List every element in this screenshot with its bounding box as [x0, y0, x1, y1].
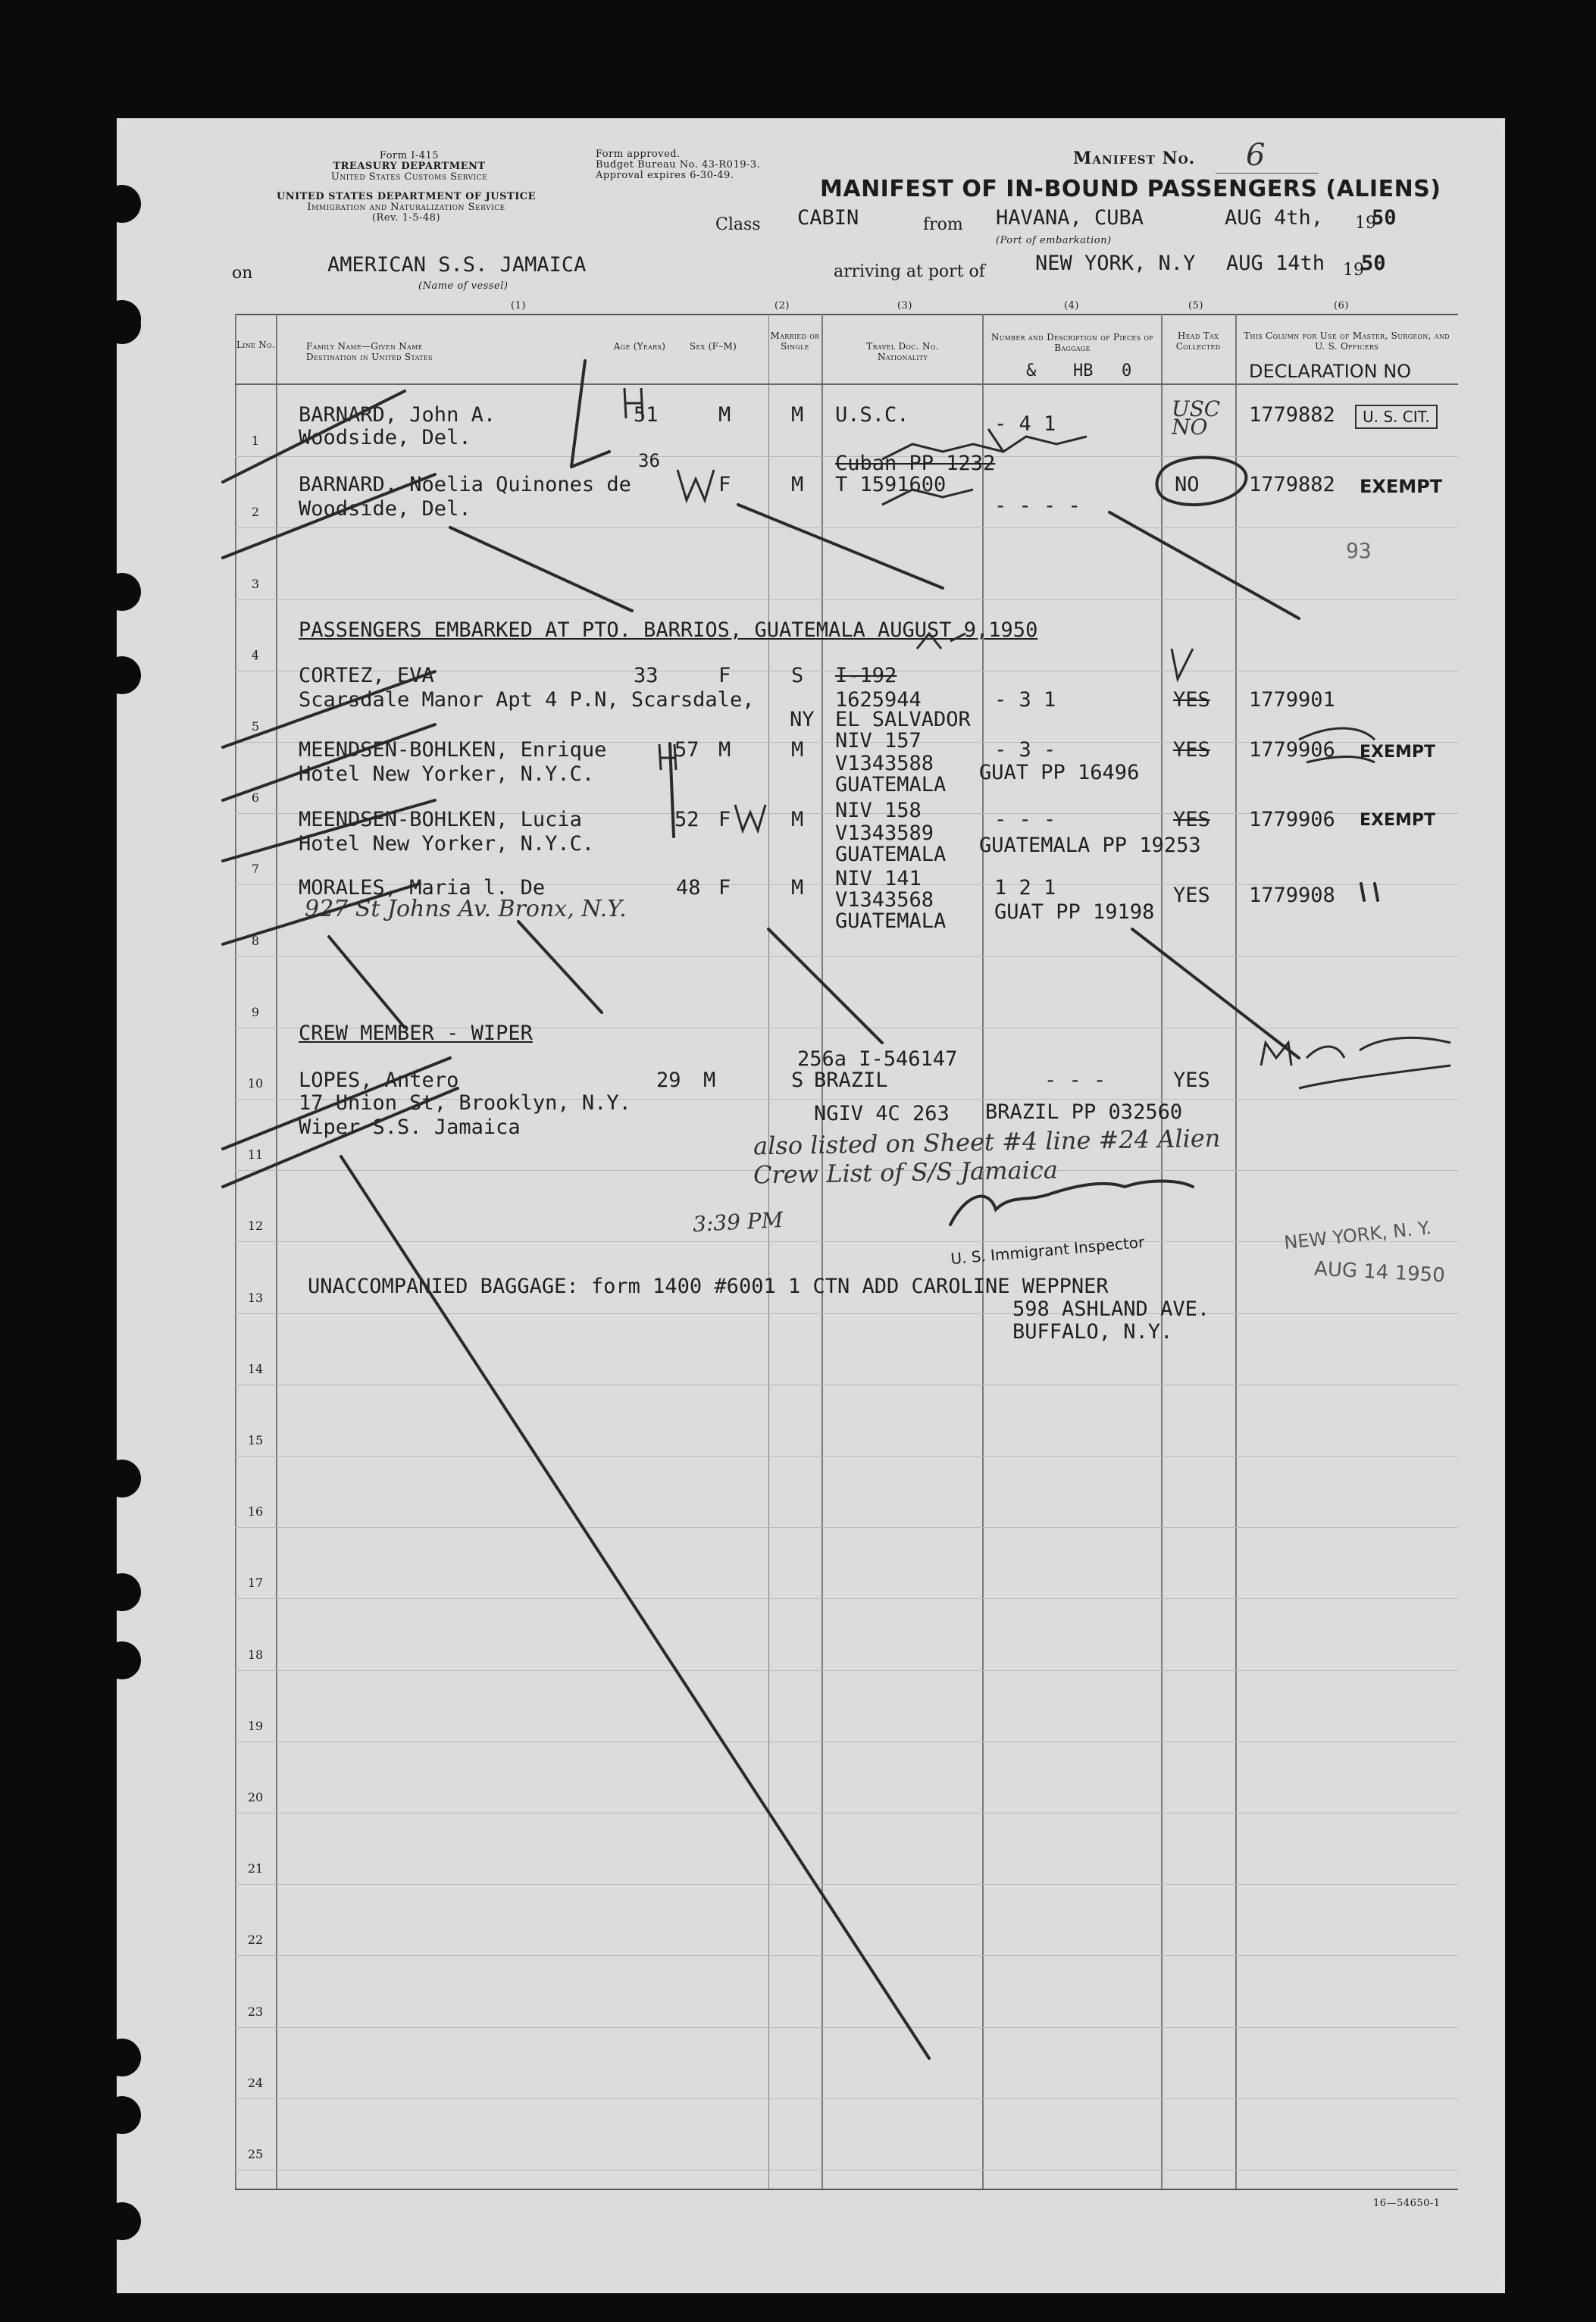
col-header-nationality: Nationality	[877, 352, 928, 362]
arrival-year-prefix: 19	[1343, 261, 1364, 280]
row5-doc: I-192	[835, 664, 897, 687]
line-number: 23	[247, 2004, 264, 2019]
line-number: 22	[247, 1932, 264, 1948]
handwritten-letter	[1299, 728, 1375, 762]
ditto-mark	[1361, 884, 1378, 900]
row5-marital: S	[791, 664, 804, 687]
row11-sex: M	[703, 1069, 716, 1092]
handwritten-letter	[882, 444, 1003, 459]
line-number: 10	[247, 1076, 264, 1091]
row8-marital: M	[791, 876, 804, 900]
from-value: HAVANA, CUBA	[996, 206, 1144, 230]
row6-nationality: GUATEMALA	[835, 773, 947, 796]
strike-mark	[450, 527, 632, 611]
col-header-travel-doc: Travel Doc. No.	[866, 341, 939, 352]
row11-dest2: Wiper S.S. Jamaica	[299, 1116, 521, 1139]
vessel-name: AMERICAN S.S. JAMAICA	[327, 253, 587, 277]
line-number: 4	[251, 647, 260, 662]
line-number: 17	[247, 1576, 264, 1591]
row8-sex: F	[718, 876, 731, 900]
row8-passport: GUAT PP 19198	[994, 900, 1155, 924]
inspector-label: U. S. Immigrant Inspector	[950, 1232, 1146, 1269]
line-number: 18	[247, 1647, 264, 1662]
line-number: 5	[251, 719, 260, 734]
row5-nationality: EL SALVADOR	[835, 708, 971, 731]
year-suffix: 50	[1372, 206, 1397, 230]
page-title: MANIFEST OF IN-BOUND PASSENGERS (ALIENS)	[820, 176, 1441, 202]
handwritten-letter	[1172, 649, 1193, 679]
row7-passport: GUATEMALA PP 19253	[979, 834, 1201, 857]
unaccompanied-baggage: UNACCOMPANIED BAGGAGE: form 1400 #6001 1 CTN ADD CAROLINE WEPPNER	[308, 1275, 1109, 1298]
arriving-label: arriving at port of	[834, 262, 985, 281]
row1-declaration: 1779882	[1249, 403, 1335, 427]
baggage-suffix: 0	[1122, 361, 1132, 380]
handwritten-letter	[917, 634, 965, 649]
note-also-listed: also listed on Sheet #4 line #24 Alien	[753, 1123, 1221, 1161]
on-label: on	[232, 264, 253, 283]
row6-sex: M	[718, 738, 731, 762]
strike-mark	[1132, 929, 1299, 1058]
col-num-4: (4)	[1064, 300, 1079, 311]
class-label: Class	[715, 215, 761, 234]
col-header-married: Married or Single	[770, 330, 820, 352]
row1-marital: M	[791, 403, 804, 427]
row7-pieces: - - -	[994, 808, 1056, 831]
justice-dept: UNITED STATES DEPARTMENT OF JUSTICE	[276, 191, 537, 202]
row7-age: 52	[674, 808, 699, 831]
row8-dest: 927 St Johns Av. Bronx, N.Y.	[305, 896, 627, 922]
row2-pieces: - - - -	[994, 494, 1081, 518]
row1-doc: U.S.C.	[835, 403, 909, 427]
arrival-date: AUG 14th	[1226, 252, 1325, 275]
row6-dest: Hotel New Yorker, N.Y.C.	[299, 762, 595, 786]
row11-head-tax: YES	[1173, 1069, 1210, 1092]
line-number: 7	[251, 862, 260, 877]
date-stamp-date: AUG 14 1950	[1313, 1257, 1446, 1288]
row6-name: MEENDSEN-BOHLKEN, Enrique	[299, 738, 607, 762]
line-number: 3	[251, 576, 260, 591]
row8-declaration: 1779908	[1249, 884, 1335, 907]
row7-exempt-stamp: EXEMPT	[1360, 811, 1436, 830]
line-number: 16	[247, 1504, 264, 1519]
handwritten-letter	[882, 490, 973, 505]
row6-passport: GUAT PP 16496	[979, 761, 1140, 784]
handwritten-letter	[988, 429, 1087, 452]
row2-name: BARNARD, Noelia Quinones de	[299, 473, 631, 496]
handwritten-letter	[735, 805, 765, 831]
row6-doc: NIV 157	[835, 729, 922, 753]
row5-doc2: 1625944	[835, 688, 922, 712]
line-number: 25	[247, 2147, 264, 2161]
row5-dest2: NY	[790, 708, 815, 731]
row6-age: 57	[674, 738, 699, 762]
row3-stamp-number: 93	[1346, 538, 1372, 563]
row1-citizen-stamp: U. S. CIT.	[1355, 405, 1438, 429]
col-header-dest: Destination in United States	[306, 352, 433, 362]
line-number: 13	[247, 1290, 264, 1305]
note-crew-list: Crew List of S/S Jamaica	[753, 1155, 1059, 1190]
row1-dest: Woodside, Del.	[299, 426, 471, 449]
customs-service: United States Customs Service	[330, 171, 488, 183]
col-num-6: (6)	[1334, 300, 1349, 311]
declaration-header: DECLARATION NO	[1249, 361, 1412, 382]
row11-marital: S	[791, 1069, 804, 1092]
row2-declaration: 1779882	[1249, 473, 1335, 496]
strike-mark	[329, 937, 405, 1028]
strike-mark	[223, 474, 435, 558]
row6-marital: M	[791, 738, 804, 762]
row11-name: LOPES, Antero	[299, 1069, 459, 1092]
row5-age: 33	[634, 664, 659, 687]
arrival-port: NEW YORK, N.Y	[1035, 252, 1196, 275]
row1-doc2: Cuban PP 1232	[835, 452, 996, 475]
manifest-no-label: Manifest No.	[1073, 149, 1196, 168]
row11-doc2: NGIV 4C 263	[814, 1102, 950, 1125]
approval-line-2: Budget Bureau No. 43-R019-3.	[596, 159, 761, 171]
strike-mark	[223, 800, 435, 861]
form-id: Form I-415	[379, 150, 440, 161]
row7-nationality: GUATEMALA	[835, 843, 947, 866]
strike-mark	[341, 1156, 929, 2058]
circle-mark	[1157, 458, 1247, 505]
port-embark-label: (Port of embarkation)	[996, 235, 1112, 246]
baggage-address-2: BUFFALO, N.Y.	[1012, 1320, 1173, 1344]
row7-declaration: 1779906	[1249, 808, 1335, 831]
col-header-pieces: Number and Description of Pieces of Baggage	[990, 332, 1154, 353]
row5-head-tax: YES	[1173, 688, 1210, 712]
strike-mark	[223, 1058, 450, 1149]
line-number: 1	[251, 433, 260, 449]
strike-mark	[518, 922, 602, 1012]
col-header-sex: Sex (F–M)	[689, 341, 737, 352]
line-number: 24	[247, 2075, 264, 2090]
row7-name: MEENDSEN-BOHLKEN, Lucia	[299, 808, 582, 831]
revision: (Rev. 1-5-48)	[371, 212, 441, 224]
row11-passport: BRAZIL PP 032560	[985, 1100, 1183, 1124]
baggage-abbr: HB	[1073, 361, 1094, 380]
printer-code: 16—54650-1	[1373, 2198, 1441, 2209]
row8-name: MORALES, Maria l. De	[299, 876, 546, 900]
row6-exempt-stamp: EXEMPT	[1360, 743, 1436, 762]
approval-line-3: Approval expires 6-30-49.	[596, 170, 734, 181]
line-number: 12	[247, 1219, 264, 1234]
bracket-mark	[571, 361, 609, 467]
signature-mark	[950, 1181, 1193, 1225]
row2-marital: M	[791, 473, 804, 496]
from-label: from	[923, 215, 963, 234]
row11-age: 29	[656, 1069, 681, 1092]
row6-declaration: 1779906	[1249, 738, 1335, 762]
baggage-address-1: 598 ASHLAND AVE.	[1012, 1297, 1210, 1321]
row2-exempt-stamp: EXEMPT	[1360, 476, 1443, 497]
row2-head-tax: NO	[1175, 473, 1200, 496]
strike-mark	[1109, 512, 1299, 618]
row5-declaration: 1779901	[1249, 688, 1335, 712]
class-value: CABIN	[797, 206, 859, 230]
col-header-age: Age (Years)	[613, 341, 666, 352]
line-number: 14	[247, 1361, 264, 1376]
date-stamp-city: NEW YORK, N. Y.	[1283, 1216, 1432, 1254]
section-embarked: PASSENGERS EMBARKED AT PTO. BARRIOS, GUATEMALA AUGUST 9,1950	[299, 618, 1038, 642]
row11-pieces: - - -	[1044, 1069, 1106, 1092]
departure-date: AUG 4th,	[1225, 206, 1324, 230]
row1-age: 51	[634, 403, 659, 427]
row6-doc2: V1343588	[835, 752, 934, 775]
handwritten-letter	[1299, 1066, 1450, 1088]
handwritten-letter	[1261, 1043, 1344, 1066]
approval-line-1: Form approved.	[596, 149, 681, 160]
line-number: 6	[251, 790, 260, 806]
arrival-year-suffix: 50	[1361, 252, 1386, 275]
row5-dest: Scarsdale Manor Apt 4 P.N, Scarsdale,	[299, 688, 755, 712]
line-number: 21	[247, 1861, 264, 1876]
row11-doc: 256a I-546147	[797, 1047, 958, 1071]
col-num-1: (1)	[511, 300, 526, 311]
row2-age: 36	[638, 450, 660, 471]
handwritten-letter	[624, 388, 643, 418]
line-number: 15	[247, 1433, 264, 1447]
row7-dest: Hotel New Yorker, N.Y.C.	[299, 832, 595, 856]
line-number: 8	[251, 933, 260, 948]
line-number: 11	[247, 1147, 264, 1163]
row5-sex: F	[718, 664, 731, 687]
row7-head-tax: YES	[1173, 808, 1210, 831]
row2-doc: T 1591600	[835, 473, 947, 496]
row8-pieces: 1 2 1	[994, 876, 1056, 900]
manifest-page	[117, 118, 1505, 2293]
row8-nationality: GUATEMALA	[835, 909, 947, 933]
line-number: 20	[247, 1790, 264, 1804]
row11-dest: 17 Union St, Brooklyn, N.Y.	[299, 1091, 631, 1115]
ins-service: Immigration and Naturalization Service	[307, 202, 505, 213]
strike-mark	[738, 505, 943, 588]
row1-name: BARNARD, John A.	[299, 403, 496, 427]
handwritten-letter	[678, 470, 714, 500]
col-header-officers: This Column for Use of Master, Surgeon, and U. S. Officers	[1244, 330, 1450, 352]
col-num-3: (3)	[897, 300, 912, 311]
col-header-name: Family Name—Given Name	[306, 341, 423, 352]
line-number: 9	[251, 1004, 260, 1019]
handwritten-letter	[1360, 1037, 1450, 1050]
vessel-label: (Name of vessel)	[418, 280, 509, 292]
col-num-5: (5)	[1188, 300, 1203, 311]
row7-doc2: V1343589	[835, 821, 934, 845]
treasury-dept: TREASURY DEPARTMENT	[333, 161, 486, 172]
row1-head-tax: USC NO	[1172, 396, 1221, 440]
strike-mark	[223, 884, 420, 944]
row2-dest: Woodside, Del.	[299, 497, 471, 521]
row1-sex: M	[718, 403, 731, 427]
strike-mark	[223, 391, 405, 482]
row6-pieces: - 3 -	[994, 738, 1056, 762]
col-header-line-no: Line No.	[236, 340, 276, 350]
strike-mark	[768, 929, 882, 1043]
baggage-prefix: &	[1026, 361, 1037, 380]
row5-name: CORTEZ, EVA	[299, 664, 434, 687]
section-crew: CREW MEMBER - WIPER	[299, 1022, 533, 1045]
row7-doc: NIV 158	[835, 799, 922, 822]
col-num-2: (2)	[775, 300, 790, 311]
row8-age: 48	[676, 876, 701, 900]
pencil-marks	[117, 118, 1505, 2293]
row1-pieces: - 4 1	[994, 412, 1056, 436]
row6-head-tax: YES	[1173, 738, 1210, 762]
row11-nationality: BRAZIL	[814, 1069, 888, 1092]
note-time: 3:39 PM	[692, 1206, 784, 1238]
row7-marital: M	[791, 808, 804, 831]
line-number: 19	[247, 1718, 264, 1733]
col-header-head-tax: Head Tax Collected	[1175, 330, 1221, 352]
row8-doc: NIV 141	[835, 867, 922, 890]
row7-sex: F	[718, 808, 731, 831]
year-prefix: 19	[1355, 214, 1376, 233]
row8-head-tax: YES	[1173, 884, 1210, 907]
manifest-no: 6	[1246, 138, 1266, 173]
row2-sex: F	[718, 473, 731, 496]
row8-doc2: V1343568	[835, 888, 934, 912]
row5-pieces: - 3 1	[994, 688, 1056, 712]
handwritten-letter	[659, 744, 676, 770]
line-number: 2	[251, 505, 260, 520]
